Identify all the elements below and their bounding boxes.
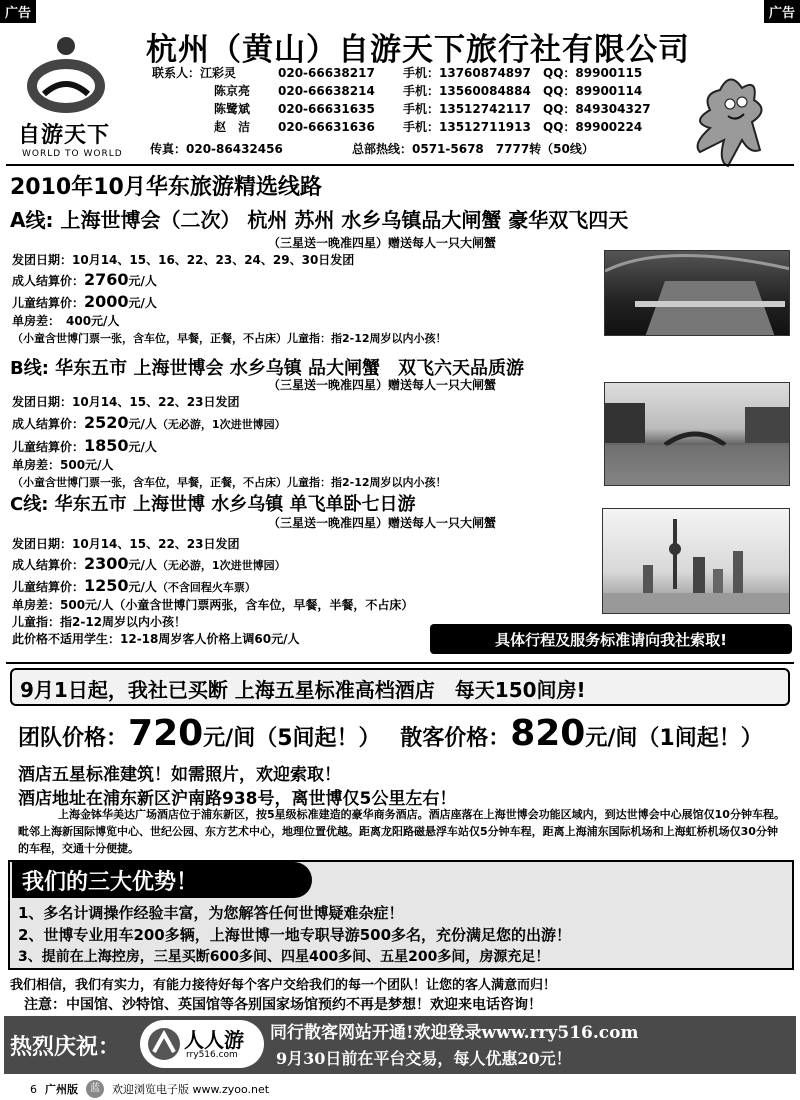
adult-price: 2520 [84,413,129,432]
line-a-title: A线: 上海世博会（二次） 杭州 苏州 水乡乌镇品大闸蟹 豪华双飞四天 [10,208,629,232]
advantages-title: 我们的三大优势！ [12,862,312,898]
footer-line2: 9月30日前在平台交易，每人优惠20元！ [276,1049,572,1068]
contact-name: 联系人：江彩灵 [152,66,237,80]
single-price-unit: 元/间（1间起！） [585,726,763,751]
contact-mobile: 手机：13512711913 [403,120,531,134]
contact-name: 陈鹭斌 [214,102,251,116]
contact-row [152,100,703,118]
ad-tag-right: 广告 [764,0,800,23]
child-note: （不含回程火车票） [156,581,256,594]
adult-unit: 元/人 [128,274,157,288]
advantage-item: 2、世博专业用车200多辆，上海世博一地专职导游500多名，充份满足您的出游！ [18,926,572,944]
photo-shanghai-skyline [602,508,790,614]
contact-mobile: 手机：13760874897 [403,66,531,80]
advantages-list [18,902,571,968]
contact-row [152,118,703,136]
adult-label: 成人结算价： [12,417,85,431]
logo-en-text: WORLD TO WORLD [22,149,123,159]
line-a-gift: （三星送一晚准四星）赠送每人一只大闸蟹 [268,236,497,250]
ad-tag-left: 广告 [0,0,36,23]
contact-qq: QQ：89900115 [543,66,643,80]
brand-name: 人人游 [184,1028,244,1052]
single-price: 820 [510,713,586,754]
advantage-item: 3、提前在上海控房，三星买断600多间、四星400多间、五星200多间，房源充足！ [18,949,550,965]
edition-label: 广州版 [45,1083,78,1096]
contact-mobile: 手机：13560084884 [403,84,531,98]
line-b-title: B线: 华东五市 上海世博会 水乡乌镇 品大闸蟹 双飞六天品质游 [10,358,524,379]
company-logo [14,34,154,159]
line-c-dates: 发团日期：10月14、15、22、23日发团 [12,537,240,551]
photo-water-town [604,382,790,486]
line-a-adult [12,269,447,291]
section-title: 2010年10月华东旅游精选线路 [10,175,322,200]
line-c-child-def: 儿童指：指2-12周岁以内小孩！ [12,615,187,629]
edition-badge: 蓝 [86,1080,104,1098]
adult-unit: 元/人 [128,417,157,431]
expo-pavilion-icon [605,251,790,336]
hotel-prices [18,712,763,761]
line-c-gift: （三星送一晚准四星）赠送每人一只大闸蟹 [268,516,497,530]
page-footer [30,1080,269,1098]
promise-text: 我们相信，我们有实力，有能力接待好每个客户交给我们的每一个团队！让您的客人满意而归！ [10,978,557,993]
line-b-details [12,394,447,490]
footer-site-text[interactable]: 欢迎浏览电子版 www.zyoo.net [112,1083,270,1096]
line-a-child [12,291,447,313]
child-price: 1250 [84,576,129,595]
adult-unit: 元/人 [128,558,157,572]
contact-tel: 020-66638214 [278,84,375,98]
contact-list [152,64,703,136]
child-label: 儿童结算价： [12,296,85,310]
line-c-single: 单房差：500元/人（小童含世博门票两张，含车位，早餐，半餐，不占床） [12,598,414,612]
logo-cn-text: 自游天下 [18,122,111,148]
photo-expo-pavilion [604,250,790,336]
line-b-note: （小童含世博门票一张，含车位，早餐，正餐，不占床）儿童指：指2-12周岁以内小孩！ [12,476,447,489]
line-c-child [12,575,413,597]
page-number: 6 [30,1082,37,1096]
hotel-line1: 酒店五星标准建筑！如需照片，欢迎索取！ [18,765,341,785]
skyline-icon [603,509,790,614]
child-price: 1850 [84,436,129,455]
contact-mobile: 手机：13512742117 [403,102,531,116]
line-b-child [12,435,447,457]
child-label: 儿童结算价： [12,440,85,454]
celebrate-label: 热烈庆祝： [10,1035,121,1060]
contact-tel: 020-66631635 [278,102,375,116]
brand-badge [140,1020,264,1068]
contact-tel: 020-66638217 [278,66,375,80]
divider [6,164,794,166]
adult-price: 2300 [84,554,129,573]
adult-price: 2760 [84,270,129,289]
contact-row [152,64,703,82]
inquiry-banner: 具体行程及服务标准请向我社索取! [430,624,792,654]
contact-name: 赵 洁 [214,120,251,134]
hotel-line2: 酒店地址在浦东新区沪南路938号，离世博仅5公里左右！ [18,789,457,809]
line-c-adult [12,553,413,575]
water-town-icon [605,383,790,486]
hotel-banner: 9月1日起，我社已买断 上海五星标准高档酒店 每天150间房! [10,668,790,706]
line-a-single: 单房差： 400元/人 [12,314,120,328]
line-b-dates: 发团日期：10月14、15、22、23日发团 [12,395,240,409]
child-unit: 元/人 [128,580,157,594]
child-label: 儿童结算价： [12,580,85,594]
child-unit: 元/人 [128,296,157,310]
single-price-label: 散客价格： [400,726,511,751]
line-c-title: C线: 华东五市 上海世博 水乡乌镇 单飞单卧七日游 [10,494,416,515]
contact-qq: QQ：849304327 [543,102,651,116]
group-price-unit: 元/间（5间起！） [203,726,381,751]
contact-qq: QQ：89900114 [543,84,643,98]
adult-note: （无必游，1次进世博园） [156,418,286,431]
child-unit: 元/人 [128,440,157,454]
contact-name: 陈京亮 [214,84,251,98]
line-c-student: 此价格不适用学生：12-18周岁客人价格上调60元/人 [12,632,300,646]
line-a-details [12,252,447,346]
group-price-label: 团队价格： [18,726,129,751]
contact-qq: QQ：89900224 [543,120,643,134]
footer-line1[interactable]: 同行散客网站开通!欢迎登录www.rry516.com [270,1023,639,1043]
child-price: 2000 [84,292,129,311]
line-a-dates: 发团日期：10月14、15、16、22、23、24、29、30日发团 [12,253,355,267]
line-c-details [12,536,413,648]
adult-note: （无必游，1次进世博园） [156,559,286,572]
line-a-note: （小童含世博门票一张，含车位，早餐，正餐，不占床）儿童指：指2-12周岁以内小孩！ [12,332,447,345]
logo-mark-icon [14,34,154,114]
contact-row [152,82,703,100]
mascot-icon [680,70,795,175]
company-name: 杭州（黄山）自游天下旅行社有限公司 [146,32,690,68]
line-b-adult [12,411,447,435]
notice-text: 注意：中国馆、沙特馆、英国馆等各别国家场馆预约不再是梦想！欢迎来电话咨询！ [24,997,542,1013]
brand-logo-icon [146,1026,182,1062]
hotel-description: 上海金钵华美达广场酒店位于浦东新区，按5星级标准建造的豪华商务酒店。酒店座落在上海世博会功能区域内，到达世博会中心展馆仅10分钟车程。毗邻上海新国际博览中心、世纪公园、东方艺术中心，地理位置优越。距离龙阳路磁悬浮车站仅5分钟车程，距离上海浦东国际机场和上海虹桥机场仅30分钟的车程，交通十分便捷。 [18,808,785,855]
group-price: 720 [128,713,204,754]
line-b-single: 单房差：500元/人 [12,458,114,472]
hotline: 总部热线：0571-5678 7777转（50线） [352,142,594,156]
adult-label: 成人结算价： [12,558,85,572]
line-b-gift: （三星送一晚准四星）赠送每人一只大闸蟹 [268,378,497,392]
divider [6,662,794,664]
brand-url: rry516.com [186,1050,238,1060]
adult-label: 成人结算价： [12,274,85,288]
fax: 传真：020-86432456 [150,142,283,156]
contact-tel: 020-66631636 [278,120,375,134]
advantage-item: 1、多名计调操作经验丰富，为您解答任何世博疑难杂症！ [18,904,404,922]
